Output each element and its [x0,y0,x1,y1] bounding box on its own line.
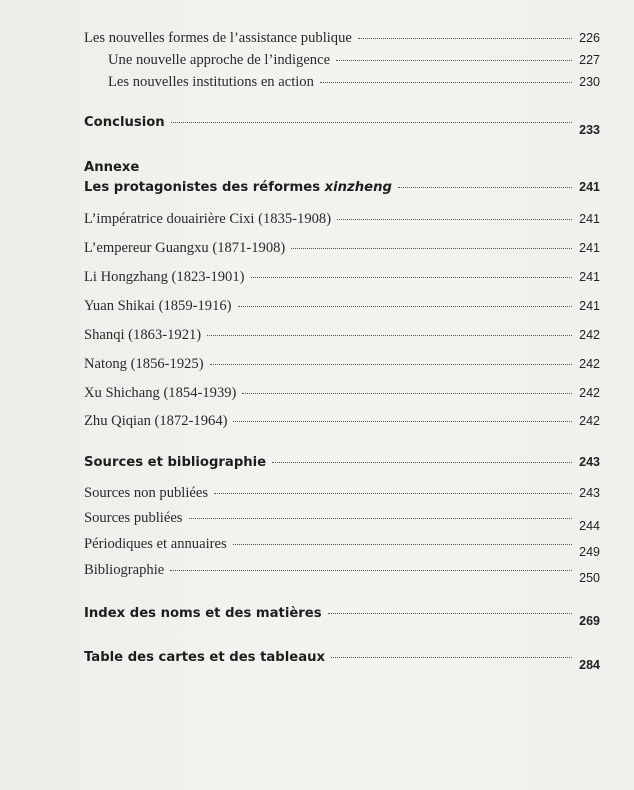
label-prefix: Les protagonistes des réformes [84,180,325,195]
dot-leader [189,518,573,519]
toc-page-number: 249 [579,545,600,559]
dot-leader [214,493,572,494]
toc-entry-source[interactable] [84,485,600,502]
toc-entry-label: L’impératrice douairière Cixi (1835-1908) [84,211,332,227]
dot-leader [272,462,572,463]
toc-entry-label: Index des noms et des matières [84,606,322,621]
toc-page-number: 243 [579,455,600,469]
toc-page-number: 241 [579,212,600,226]
toc-page-number: 243 [579,486,600,500]
toc-entry-conclusion[interactable] [84,115,600,137]
dot-leader [242,393,572,394]
toc-entry-label: Table des cartes et des tableaux [84,650,325,665]
toc-entry-person[interactable] [84,327,600,344]
toc-entry-label: Sources non publiées [84,485,209,501]
dot-leader [170,570,572,571]
dot-leader [210,364,573,365]
toc-entry-person[interactable] [84,240,600,257]
toc-entry-person[interactable] [84,298,600,315]
toc-page-number: 242 [579,414,600,428]
toc-entry-label [84,180,392,195]
toc-page-number: 230 [579,75,600,89]
toc-page-number: 233 [579,123,600,137]
toc-entry-label: Une nouvelle approche de l’indigence [108,52,331,68]
dot-leader [207,335,572,336]
dot-leader [358,38,572,39]
toc-page-number: 284 [579,658,600,672]
toc-page-number: 242 [579,328,600,342]
dot-leader [336,60,572,61]
toc-entry-institutions[interactable] [108,74,600,91]
dot-leader [337,219,572,220]
toc-page-number: 226 [579,31,600,45]
toc-page-number: 250 [579,571,600,585]
toc-entry-label: Conclusion [84,115,165,130]
toc-entry-indigence[interactable] [108,52,600,69]
toc-entry-assistance[interactable] [84,30,600,47]
toc-page-number: 241 [579,241,600,255]
toc-entry-label: Li Hongzhang (1823-1901) [84,269,245,285]
dot-leader [331,657,572,658]
toc-entry-label: Yuan Shikai (1859-1916) [84,298,232,314]
toc-entry-index[interactable] [84,606,600,628]
toc-entry-source[interactable] [84,536,600,559]
dot-leader [251,277,573,278]
dot-leader [398,187,572,188]
toc-entry-person[interactable] [84,356,600,373]
toc-entry-label: Sources publiées [84,510,183,526]
toc-entry-label: Sources et bibliographie [84,455,267,470]
toc-entry-protagonistes[interactable] [84,180,600,195]
toc-entry-label: Natong (1856-1925) [84,356,204,372]
toc-entry-label: Les nouvelles institutions en action [108,74,314,90]
toc-entry-tables[interactable] [84,650,600,672]
toc-entry-person[interactable] [84,385,600,402]
toc-entry-person[interactable] [84,413,600,430]
label-italic: xinzheng [324,180,392,195]
dot-leader [328,613,573,614]
toc-entry-source[interactable] [84,562,600,585]
toc-entry-label: Périodiques et annuaires [84,536,227,552]
dot-leader [320,82,572,83]
annexe-heading: Annexe [84,160,140,175]
toc-entry-label: Xu Shichang (1854-1939) [84,385,237,401]
dot-leader [233,544,572,545]
toc-entry-sources[interactable] [84,455,600,470]
toc-entry-person[interactable] [84,269,600,286]
toc-page-number: 227 [579,53,600,67]
toc-entry-label: Shanqi (1863-1921) [84,327,202,343]
toc-page-number: 269 [579,614,600,628]
toc-page-number: 244 [579,519,600,533]
toc-page-number: 241 [579,180,600,194]
toc-entry-label: Les nouvelles formes de l’assistance publique [84,30,352,46]
toc-page-number: 241 [579,299,600,313]
toc-page-number: 242 [579,386,600,400]
toc-page-number: 241 [579,270,600,284]
toc-entry-label: L’empereur Guangxu (1871-1908) [84,240,286,256]
toc-entry-person[interactable] [84,211,600,228]
dot-leader [238,306,573,307]
dot-leader [171,122,572,123]
toc-entry-label: Bibliographie [84,562,165,578]
toc-page-number: 242 [579,357,600,371]
toc-entry-source[interactable] [84,510,600,533]
dot-leader [291,248,572,249]
toc-entry-label: Zhu Qiqian (1872-1964) [84,413,228,429]
dot-leader [233,421,572,422]
